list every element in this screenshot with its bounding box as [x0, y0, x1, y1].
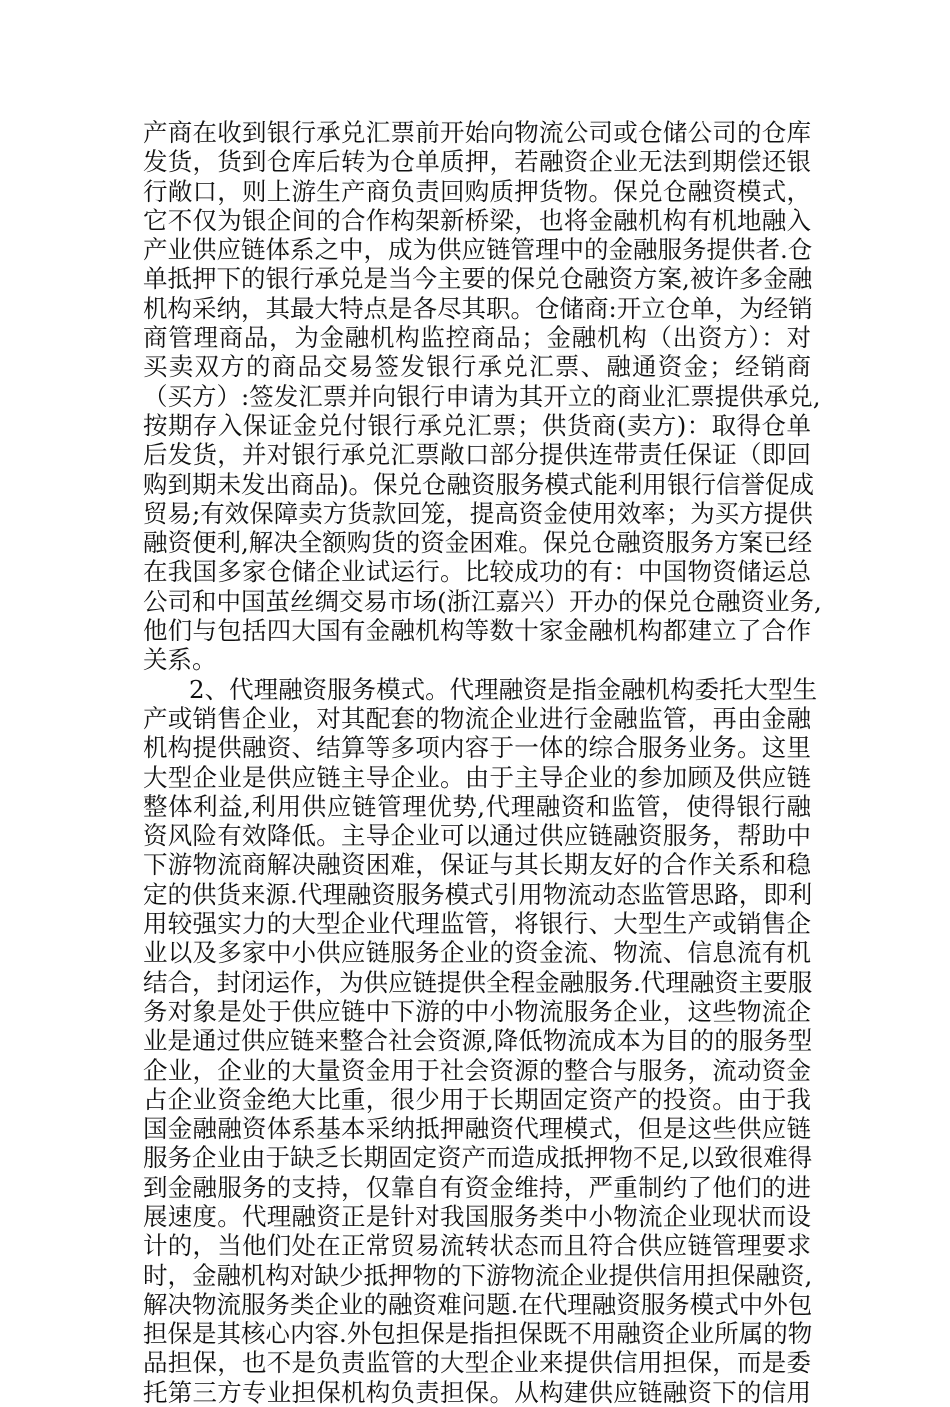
text-line: 品担保，也不是负责监管的大型企业来提供信用担保，而是委 [143, 1348, 811, 1378]
text-line: 业以及多家中小供应链服务企业的资金流、物流、信息流有机 [143, 938, 811, 968]
text-line: 他们与包括四大国有金融机构等数十家金融机构都建立了合作 [143, 616, 811, 646]
text-line: 按期存入保证金兑付银行承兑汇票；供货商(卖方)：取得仓单 [143, 410, 811, 440]
text-line: 定的供货来源.代理融资服务模式引用物流动态监管思路，即利 [143, 879, 813, 909]
text-line: 结合，封闭运作，为供应链提供全程金融服务.代理融资主要服 [143, 967, 813, 997]
text-line: 业是通过供应链来整合社会资源,降低物流成本为目的的服务型 [143, 1026, 813, 1056]
text-line: 融资便利,解决全额购货的资金困难。保兑仓融资服务方案已经 [143, 528, 813, 558]
text-line: 占企业资金绝大比重，很少用于长期固定资产的投资。由于我 [143, 1084, 811, 1114]
text-line: 务对象是处于供应链中下游的中小物流服务企业，这些物流企 [143, 996, 811, 1026]
text-line: 行敞口，则上游生产商负责回购质押货物。保兑仓融资模式， [143, 176, 811, 206]
text-line: 它不仅为银企间的合作构架新桥梁，也将金融机构有机地融入 [143, 205, 811, 235]
text-line: 用较强实力的大型企业代理监管，将银行、大型生产或销售企 [143, 909, 811, 939]
text-line: 购到期未发出商品)。保兑仓融资服务模式能利用银行信誉促成 [143, 469, 815, 499]
text-line: 贸易;有效保障卖方货款回笼，提高资金使用效率；为买方提供 [143, 498, 813, 528]
text-line: 单抵押下的银行承兑是当今主要的保兑仓融资方案,被许多金融 [143, 264, 813, 294]
text-line: 在我国多家仓储企业试运行。比较成功的有：中国物资储运总 [143, 557, 811, 587]
text-line: 托第三方专业担保机构负责担保。从构建供应链融资下的信用 [143, 1377, 811, 1407]
text-line: 国金融融资体系基本采纳抵押融资代理模式，但是这些供应链 [143, 1114, 811, 1144]
text-line: 产业供应链体系之中，成为供应链管理中的金融服务提供者.仓 [143, 235, 813, 265]
text-line: 产或销售企业，对其配套的物流企业进行金融监管，再由金融 [143, 703, 811, 733]
text-line: 时，金融机构对缺少抵押物的下游物流企业提供信用担保融资, [143, 1260, 813, 1290]
text-line: 商管理商品，为金融机构监控商品；金融机构（出资方）：对 [143, 323, 811, 353]
text-line: 产商在收到银行承兑汇票前开始向物流公司或仓储公司的仓库 [143, 118, 811, 147]
paragraph-start-line: 2、代理融资服务模式。代理融资是指金融机构委托大型生 [189, 674, 818, 704]
text-line: 企业，企业的大量资金用于社会资源的整合与服务，流动资金 [143, 1055, 811, 1085]
paragraph-end-line: 关系。 [143, 645, 217, 675]
document-page [143, 118, 822, 1407]
text-line: 担保是其核心内容.外包担保是指担保既不用融资企业所属的物 [143, 1319, 813, 1349]
text-line: 发货，货到仓库后转为仓单质押，若融资企业无法到期偿还银 [143, 147, 811, 177]
text-line: 下游物流商解决融资困难，保证与其长期友好的合作关系和稳 [143, 850, 811, 880]
text-line: 解决物流服务类企业的融资难问题.在代理融资服务模式中外包 [143, 1289, 813, 1319]
text-line: 公司和中国茧丝绸交易市场(浙江嘉兴）开办的保兑仓融资业务, [143, 586, 822, 616]
text-line: 买卖双方的商品交易签发银行承兑汇票、融通资金；经销商 [143, 352, 811, 382]
text-line: 资风险有效降低。主导企业可以通过供应链融资服务，帮助中 [143, 821, 811, 851]
text-line: 机构采纳，其最大特点是各尽其职。仓储商:开立仓单，为经销 [143, 293, 813, 323]
text-line: 计的，当他们处在正常贸易流转状态而且符合供应链管理要求 [143, 1231, 811, 1261]
text-line: （买方）:签发汇票并向银行申请为其开立的商业汇票提供承兑, [143, 381, 821, 411]
text-line: 机构提供融资、结算等多项内容于一体的综合服务业务。这里 [143, 733, 811, 763]
text-line: 服务企业由于缺乏长期固定资产而造成抵押物不足,以致很难得 [143, 1143, 813, 1173]
text-line: 到金融服务的支持，仅靠自有资金维持，严重制约了他们的进 [143, 1172, 811, 1202]
text-line: 大型企业是供应链主导企业。由于主导企业的参加顾及供应链 [143, 762, 811, 792]
text-line: 展速度。代理融资正是针对我国服务类中小物流企业现状而设 [143, 1201, 811, 1231]
text-line: 整体利益,利用供应链管理优势,代理融资和监管，使得银行融 [143, 791, 811, 821]
text-line: 后发货，并对银行承兑汇票敞口部分提供连带责任保证（即回 [143, 440, 811, 470]
